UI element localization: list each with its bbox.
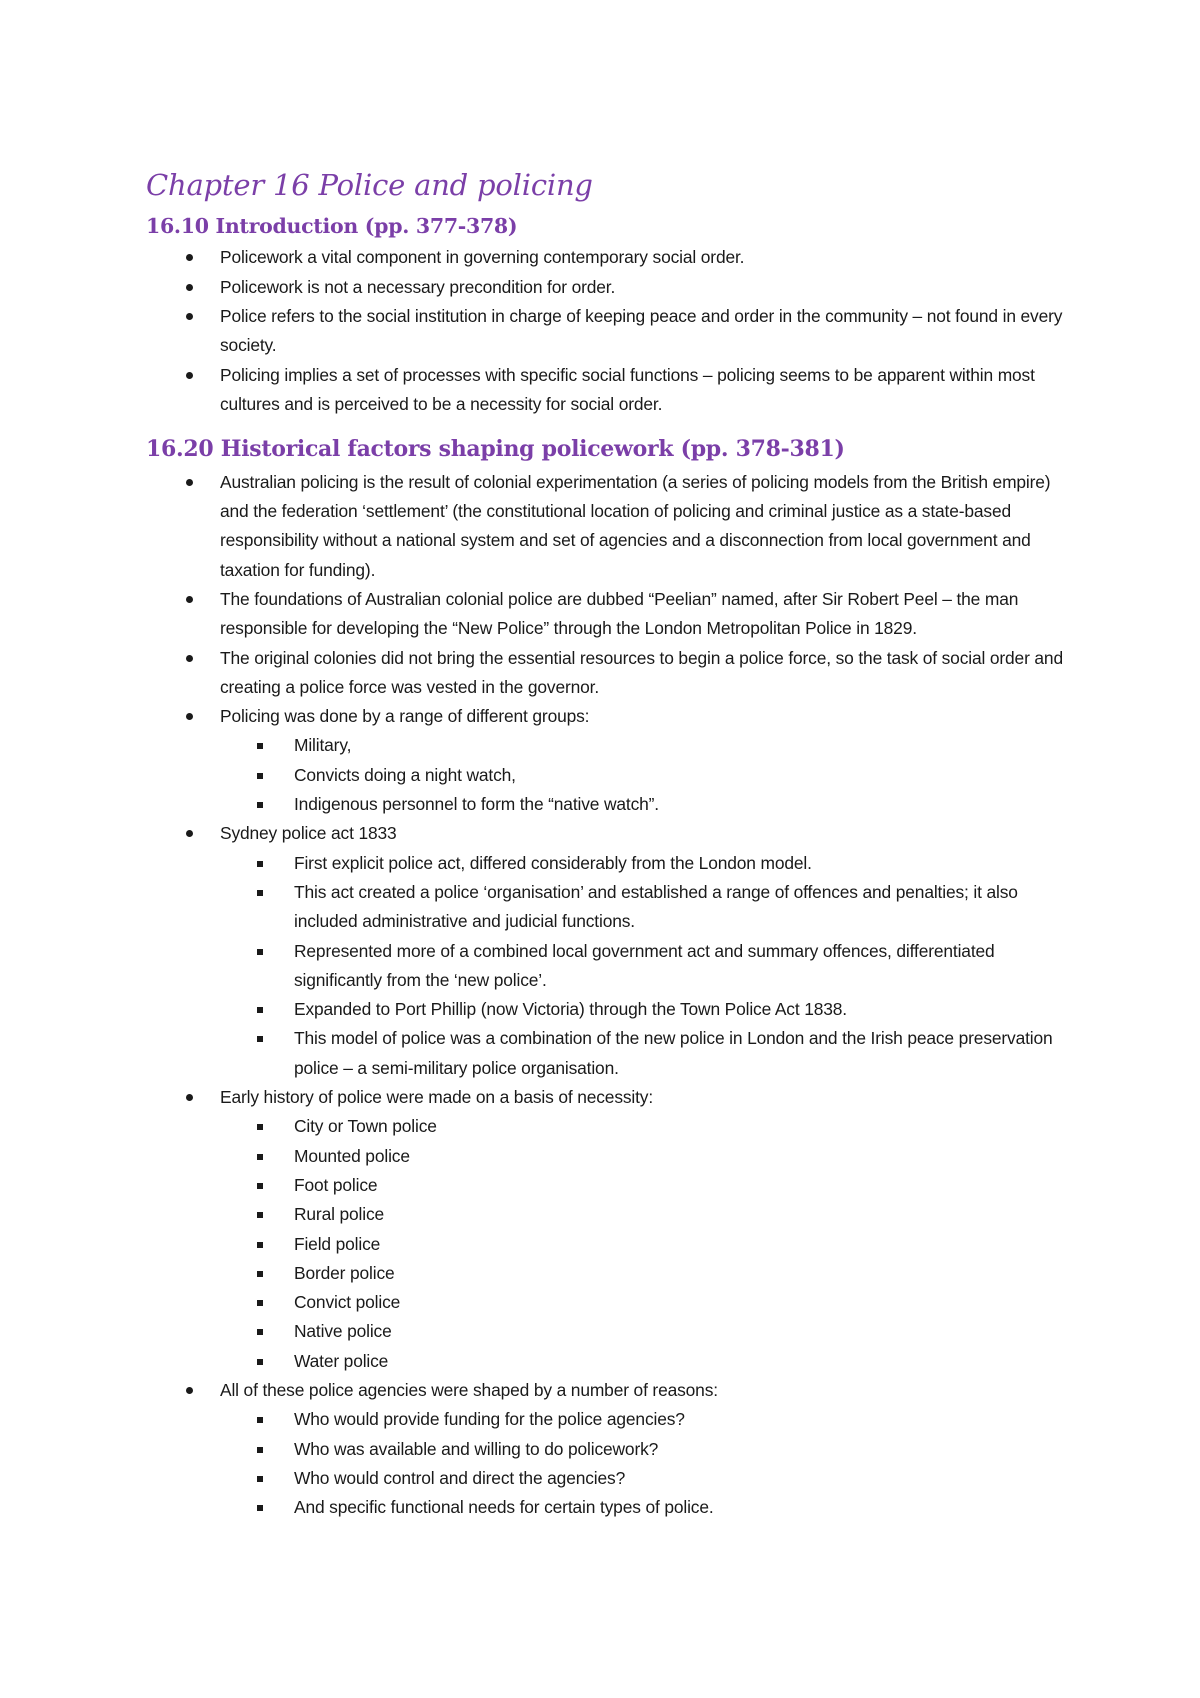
- list-item: [146, 1376, 1076, 1522]
- list-item: [146, 361, 1076, 420]
- sub-list-item-text: And specific functional needs for certain types of police.: [294, 1497, 714, 1518]
- sub-list-item-text: Convicts doing a night watch,: [294, 764, 516, 785]
- bullet-dot-icon: [186, 313, 193, 320]
- sub-list-item: [220, 1493, 1076, 1522]
- list-item: [146, 585, 1076, 644]
- sub-list-item-text: This model of police was a combination of the new police in London and the Irish peace preservation police – a semi-military police organisation.: [294, 1028, 1053, 1078]
- sub-list-item: [220, 1112, 1076, 1141]
- list-item: [146, 819, 1076, 1083]
- sub-list-item-text: City or Town police: [294, 1116, 437, 1137]
- sub-list-item: [220, 1288, 1076, 1317]
- section-heading-historical-factors: 16.20 Historical factors shaping policework (pp. 378-381): [146, 436, 845, 463]
- chapter-title: Chapter 16 Police and policing: [146, 168, 593, 202]
- sub-list-item: [220, 878, 1076, 937]
- bullet-square-icon: [257, 1271, 263, 1277]
- bullet-dot-icon: [186, 372, 193, 379]
- sub-list-item-text: This act created a police ‘organisation’ and established a range of offences and penalties; it also included administrative and judicial functions.: [294, 881, 1018, 932]
- sub-list-item: [220, 1317, 1076, 1346]
- introduction-bullet-list: [146, 243, 1076, 419]
- sub-list-item: [220, 1435, 1076, 1464]
- sub-list-item-text: Who would control and direct the agencies?: [294, 1467, 626, 1488]
- bullet-square-icon: [257, 1242, 263, 1248]
- bullet-dot-icon: [186, 830, 193, 837]
- sub-list-item-text: First explicit police act, differed considerably from the London model.: [294, 852, 812, 873]
- bullet-dot-icon: [186, 1094, 193, 1101]
- sub-list-item-text: Expanded to Port Phillip (now Victoria) through the Town Police Act 1838.: [294, 999, 847, 1020]
- list-item: [146, 302, 1076, 361]
- bullet-square-icon: [257, 1300, 263, 1306]
- list-item-text: Policing was done by a range of different groups:: [220, 706, 590, 727]
- bullet-square-icon: [257, 802, 263, 808]
- list-item-text: Policework a vital component in governing contemporary social order.: [220, 247, 745, 268]
- bullet-dot-icon: [186, 284, 193, 291]
- list-item-text: Policing implies a set of processes with specific social functions – policing seems to be apparent within most cultures and is perceived to be a necessity for social order.: [220, 364, 1035, 414]
- sub-list-item: [220, 937, 1076, 996]
- sub-list-item: [220, 731, 1076, 760]
- bullet-square-icon: [257, 949, 263, 955]
- sub-list-item: [220, 1405, 1076, 1434]
- list-item-text: Policework is not a necessary precondition for order.: [220, 276, 616, 297]
- list-item: [146, 243, 1076, 272]
- sub-list-item-text: Military,: [294, 735, 352, 756]
- sub-list-item: [220, 1142, 1076, 1171]
- sub-list-item-text: Field police: [294, 1233, 381, 1254]
- bullet-square-icon: [257, 1417, 263, 1423]
- bullet-square-icon: [257, 1124, 263, 1130]
- list-item-text: All of these police agencies were shaped by a number of reasons:: [220, 1380, 718, 1401]
- sub-list-item: [220, 995, 1076, 1024]
- list-item-text: The original colonies did not bring the essential resources to begin a police force, so the task of social order and creating a police force was vested in the governor.: [220, 647, 1063, 697]
- list-item: [146, 468, 1076, 585]
- list-item-text: Police refers to the social institution in charge of keeping peace and order in the community – not found in every society.: [220, 306, 1063, 356]
- list-item-text: Early history of police were made on a basis of necessity:: [220, 1087, 654, 1108]
- sub-list-item-text: Indigenous personnel to form the “native watch”.: [294, 794, 659, 815]
- sub-list-item-text: Represented more of a combined local government act and summary offences, differentiated significantly from the ‘new police’.: [294, 940, 995, 990]
- bullet-square-icon: [257, 1476, 263, 1482]
- sub-list-item: [220, 1464, 1076, 1493]
- list-item-text: Australian policing is the result of colonial experimentation (a series of policing models from the British empire) and the federation ‘settlement’ (the constitutional location of policing and criminal justice as a state-based responsibility without a national system and set of agencies and a disconnection from local government and taxation for funding).: [220, 471, 1051, 580]
- bullet-square-icon: [257, 861, 263, 867]
- sub-list-item-text: Water police: [294, 1350, 389, 1371]
- bullet-square-icon: [257, 890, 263, 896]
- section-heading-introduction: 16.10 Introduction (pp. 377-378): [146, 213, 518, 238]
- sub-list-item-text: Border police: [294, 1262, 395, 1283]
- sub-list-item-text: Foot police: [294, 1174, 378, 1195]
- bullet-dot-icon: [186, 596, 193, 603]
- sub-list-item-text: Who was available and willing to do policework?: [294, 1438, 659, 1459]
- bullet-square-icon: [257, 1359, 263, 1365]
- sub-list-item: [220, 1230, 1076, 1259]
- sub-list-item: [220, 761, 1076, 790]
- bullet-square-icon: [257, 1007, 263, 1013]
- sub-list-item: [220, 790, 1076, 819]
- bullet-square-icon: [257, 1447, 263, 1453]
- bullet-square-icon: [257, 1329, 263, 1335]
- bullet-dot-icon: [186, 713, 193, 720]
- sub-list-item-text: Native police: [294, 1321, 392, 1342]
- sub-list-item: [220, 849, 1076, 878]
- bullet-dot-icon: [186, 479, 193, 486]
- list-item-text: The foundations of Australian colonial police are dubbed “Peelian” named, after Sir Robert Peel – the man responsible for developing the “New Police” through the London Metropolitan Police in 1829.: [220, 589, 1019, 639]
- bullet-square-icon: [257, 1154, 263, 1160]
- bullet-square-icon: [257, 1183, 263, 1189]
- police-types-sublist: [220, 1112, 1076, 1376]
- bullet-square-icon: [257, 1505, 263, 1511]
- historical-factors-bullet-list: [146, 468, 1076, 1523]
- sub-list-item: [220, 1347, 1076, 1376]
- bullet-square-icon: [257, 1212, 263, 1218]
- sub-list-item-text: Rural police: [294, 1204, 385, 1225]
- bullet-square-icon: [257, 743, 263, 749]
- list-item-text: Sydney police act 1833: [220, 823, 397, 844]
- sub-list-item: [220, 1200, 1076, 1229]
- bullet-square-icon: [257, 1036, 263, 1042]
- sub-list-item-text: Who would provide funding for the police agencies?: [294, 1409, 685, 1430]
- shaping-reasons-sublist: [220, 1405, 1076, 1522]
- bullet-dot-icon: [186, 254, 193, 261]
- list-item: [146, 702, 1076, 819]
- sub-list-item: [220, 1259, 1076, 1288]
- policing-groups-sublist: [220, 731, 1076, 819]
- sub-list-item-text: Mounted police: [294, 1145, 410, 1166]
- list-item: [146, 1083, 1076, 1376]
- sub-list-item-text: Convict police: [294, 1292, 401, 1313]
- sub-list-item: [220, 1171, 1076, 1200]
- bullet-dot-icon: [186, 655, 193, 662]
- list-item: [146, 273, 1076, 302]
- list-item: [146, 644, 1076, 703]
- bullet-dot-icon: [186, 1387, 193, 1394]
- sub-list-item: [220, 1024, 1076, 1083]
- bullet-square-icon: [257, 773, 263, 779]
- sydney-police-act-sublist: [220, 849, 1076, 1083]
- document-content: [146, 168, 1076, 1523]
